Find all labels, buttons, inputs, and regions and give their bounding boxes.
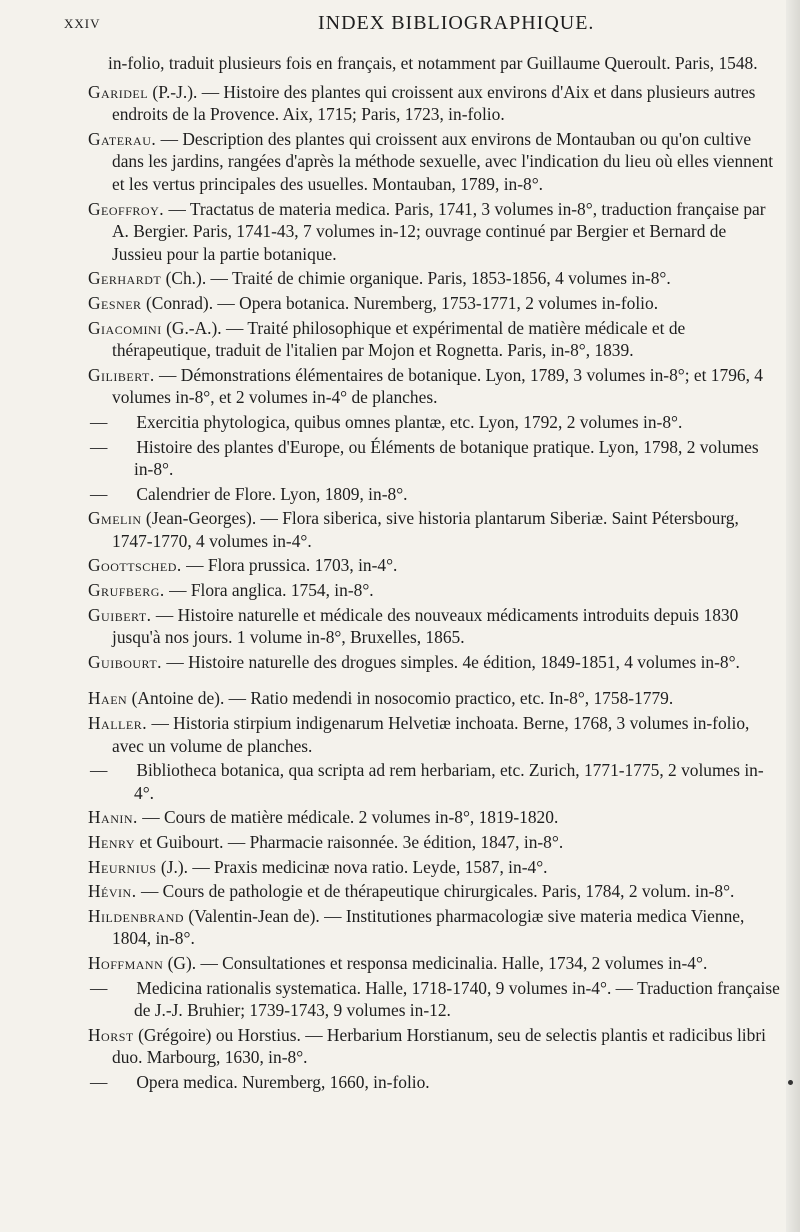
entry-text: Histoire des plantes d'Europe, ou Éléments de botanique pratique. Lyon, 1798, 2 volumes in-8°. <box>134 436 759 480</box>
entry-text: Opera medica. Nuremberg, 1660, in-folio. <box>136 1071 430 1092</box>
entry-text: (Jean-Georges). — Flora siberica, sive historia plantarum Siberiæ. Saint Pétersbourg, 1747-1770, 4 volumes in-4°. <box>112 508 739 551</box>
entry-author: Giacomini <box>88 317 162 338</box>
bibliography-list <box>88 52 780 1096</box>
bibliography-entry <box>88 128 780 196</box>
entry-text: Calendrier de Flore. Lyon, 1809, in-8°. <box>136 483 408 504</box>
bibliography-entry <box>92 483 780 506</box>
entry-text: — Flora prussica. 1703, in-4°. <box>186 555 398 576</box>
entry-author: Henry <box>88 832 136 852</box>
entry-text: Medicina rationalis systematica. Halle, 1718-1740, 9 volumes in-4°. — Traduction française de J.-J. Bruhier; 1739-1743, 9 volumes in-12. <box>134 977 780 1021</box>
bibliography-entry <box>92 411 780 434</box>
entry-author: Garidel <box>88 81 149 102</box>
ditto-dash: — <box>90 483 108 504</box>
bibliography-entry <box>88 292 780 315</box>
entry-author: Haen <box>88 688 128 709</box>
bibliography-entry <box>88 604 780 649</box>
bibliography-entry <box>88 952 780 975</box>
entry-author: Hildenbrand <box>88 905 185 926</box>
entry-text: — Historia stirpium indigenarum Helvetiæ inchoata. Berne, 1768, 3 volumes in-folio, avec un volume de planches. <box>112 713 750 756</box>
bibliography-entry <box>88 364 780 409</box>
entry-author: Gerhardt <box>88 268 162 289</box>
entry-text: (Valentin-Jean de). — Institutiones pharmacologiæ sive materia medica Vienne, 1804, in-8°. <box>112 905 745 949</box>
bibliography-entry <box>88 81 780 126</box>
bibliography-entry <box>88 687 780 710</box>
bibliography-entry <box>88 831 780 854</box>
entry-text: — Cours de matière médicale. 2 volumes in-8°, 1819-1820. <box>142 807 559 828</box>
bibliography-entry <box>92 977 780 1022</box>
entry-text: — Flora anglica. 1754, in-8°. <box>169 580 374 601</box>
entry-text: (Ch.). — Traité de chimie organique. Paris, 1853-1856, 4 volumes in-8°. <box>165 268 671 289</box>
bibliography-entry <box>88 317 780 362</box>
bibliography-entry <box>88 1024 780 1069</box>
entry-text: — Histoire naturelle et médicale des nouveaux médicaments introduits depuis 1830 jusqu'à nos jours. 1 volume in-8°, Bruxelles, 1865. <box>112 604 739 648</box>
bibliography-entry <box>92 759 780 804</box>
entry-author: Hoffmann <box>88 952 164 973</box>
ditto-dash: — <box>90 977 108 998</box>
page-number: XXIV <box>64 16 101 31</box>
bibliography-entry <box>88 712 780 757</box>
entry-author: Guibert. <box>88 604 152 625</box>
bibliography-entry <box>88 856 780 879</box>
entry-author: Goottsched. <box>88 555 182 576</box>
bibliography-entry <box>88 579 780 602</box>
entry-author: Hanin. <box>88 807 138 828</box>
entry-text: (G.-A.). — Traité philosophique et expérimental de matière médicale et de thérapeutique, traduit de l'italien par Mojon et Rognetta. Paris, in-8°, 1839. <box>112 317 686 361</box>
entry-text: Exercitia phytologica, quibus omnes plantæ, etc. Lyon, 1792, 2 volumes in-8°. <box>136 411 683 432</box>
bibliography-entry <box>88 554 780 577</box>
page-header <box>0 6 800 40</box>
bibliography-entry <box>88 806 780 829</box>
running-title: INDEX BIBLIOGRAPHIQUE. <box>318 12 595 34</box>
bibliography-entry <box>88 267 780 290</box>
entry-text: — Histoire naturelle des drogues simples. 4e édition, 1849-1851, 4 volumes in-8°. <box>166 651 740 672</box>
entry-text: (J.). — Praxis medicinæ nova ratio. Leyde, 1587, in-4°. <box>160 856 548 877</box>
entry-author: Geoffroy. <box>88 198 165 219</box>
entry-author: Haller. <box>88 713 148 734</box>
entry-text: — Cours de pathologie et de thérapeutique chirurgicales. Paris, 1784, 2 volum. in-8°. <box>140 881 735 902</box>
entry-text: (P.-J.). — Histoire des plantes qui croissent aux environs d'Aix et dans plusieurs autres endroits de la Provence. Aix, 1715; Paris, 1723, in-folio. <box>112 81 756 125</box>
ditto-dash: — <box>90 1071 108 1092</box>
bibliography-entry <box>88 651 780 674</box>
entry-author: Hévin. <box>88 881 137 902</box>
entry-text: — Description des plantes qui croissent aux environs de Montauban ou qu'on cultive dans les jardins, rangées d'après la méthode sexuelle, avec l'indication du lieu où elles viennent et les vertus principales des usuelles. Montauban, 1789, in-8°. <box>112 128 774 194</box>
ditto-dash: — <box>90 436 108 457</box>
entry-author: Gesner <box>88 292 142 313</box>
entry-author: Gilibert. <box>88 364 155 385</box>
entry-author: Gmelin <box>88 508 142 529</box>
bibliography-entry <box>88 905 780 950</box>
ditto-dash: — <box>90 760 108 781</box>
bibliography-entry <box>88 198 780 266</box>
bibliography-entry <box>92 436 780 481</box>
entry-text: in-folio, traduit plusieurs fois en français, et notamment par Guillaume Queroult. Paris, 1548. <box>108 53 758 73</box>
ditto-dash: — <box>90 411 108 432</box>
bibliography-entry <box>88 507 780 552</box>
entry-text: Bibliotheca botanica, qua scripta ad rem herbariam, etc. Zurich, 1771-1775, 2 volumes in-4°. <box>134 760 764 803</box>
entry-text: — Démonstrations élémentaires de botanique. Lyon, 1789, 3 volumes in-8°; et 1796, 4 volumes in-8°, et 2 volumes in-4° de planches. <box>112 364 763 408</box>
entry-text: (Antoine de). — Ratio medendi in nosocomio practico, etc. In-8°, 1758-1779. <box>131 688 674 709</box>
entry-text: (G). — Consultationes et responsa medicinalia. Halle, 1734, 2 volumes in-4°. <box>167 952 708 973</box>
bibliography-entry <box>92 1071 780 1094</box>
entry-text: (Grégoire) ou Horstius. — Herbarium Horstianum, seu de selectis plantis et radicibus libri duo. Marbourg, 1630, in-8°. <box>112 1024 766 1068</box>
bibliography-entry <box>88 880 780 903</box>
entry-author: Horst <box>88 1024 134 1045</box>
page-mark <box>788 1080 793 1085</box>
entry-text: et Guibourt. — Pharmacie raisonnée. 3e édition, 1847, in-8°. <box>139 832 564 852</box>
entry-text: — Tractatus de materia medica. Paris, 1741, 3 volumes in-8°, traduction française par A. Bergier. Paris, 1741-43, 7 volumes in-12; ouvrage continué par Bergier et Bernard de Jussieu pour la partie botanique. <box>112 198 766 264</box>
bibliography-entry <box>88 52 780 75</box>
entry-author: Heurnius <box>88 856 157 877</box>
entry-author: Gaterau. <box>88 128 157 149</box>
entry-author: Grufberg. <box>88 580 165 601</box>
entry-author: Guibourt. <box>88 651 163 672</box>
page-edge <box>786 0 800 1232</box>
entry-text: (Conrad). — Opera botanica. Nuremberg, 1753-1771, 2 volumes in-folio. <box>145 292 659 313</box>
